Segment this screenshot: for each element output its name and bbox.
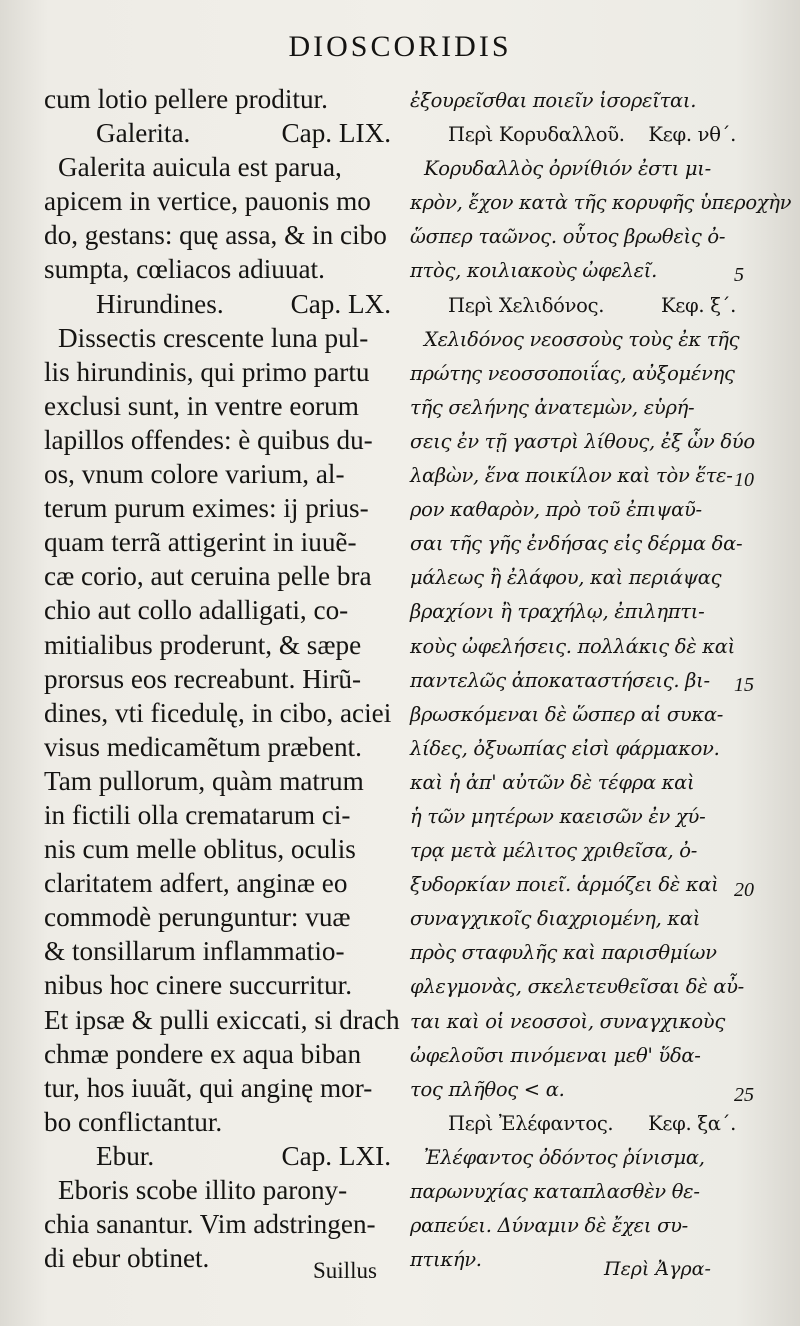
chapter-title: Hirundines. <box>96 288 224 319</box>
greek-chapter-heading <box>410 289 740 323</box>
latin-text-line: & tonsillarum inflammatio- <box>44 936 345 967</box>
margin-line-number: 15 <box>734 674 754 696</box>
greek-text-line: βραχίονι ἢ τραχήλῳ, ἐπιληπτι- <box>410 600 705 624</box>
latin-text-line: quam terrã attigerint in iuuẽ- <box>44 527 357 558</box>
latin-chapter-heading <box>44 287 399 321</box>
greek-text-line: σεις ἐν τῇ γαστρὶ λίθους, ἐξ ὧν δύο <box>410 429 755 453</box>
latin-text-line: claritatem adfert, anginæ eo <box>44 868 348 899</box>
greek-text-line: λαβὼν, ἕνα ποικίλον καὶ τὸν ἕτε- <box>410 464 733 488</box>
greek-text-line: βρωσκόμεναι δὲ ὥσπερ αἱ συκα- <box>410 702 724 726</box>
greek-text-line: Ἐλέφαντος ὀδόντος ῥίνισμα, <box>424 1145 705 1169</box>
chapter-number: Κεφ. ξα΄. <box>648 1111 736 1135</box>
chapter-number: Cap. LIX. <box>281 118 391 149</box>
chapter-title: Ebur. <box>96 1140 155 1171</box>
latin-text-line: tur, hos iuuãt, qui anginę mor- <box>44 1072 373 1103</box>
margin-line-number: 20 <box>734 879 754 901</box>
latin-text-line: dines, vti ficedulę, in cibo, aciei <box>44 697 392 728</box>
greek-text-line: ἡ τῶν μητέρων καεισῶν ἐν χύ- <box>410 804 706 828</box>
latin-text-line: chia sanantur. Vim adstringen- <box>44 1209 376 1240</box>
greek-text-line: ται καὶ οἱ νεοσσοὶ, συναγχικοὺς <box>410 1009 725 1033</box>
latin-text-line: commodè perunguntur: vuæ <box>44 902 351 933</box>
chapter-number: Κεφ. νθ΄. <box>648 123 736 147</box>
margin-line-number: 10 <box>734 469 754 491</box>
chapter-number: Cap. LX. <box>290 288 391 319</box>
chapter-title: Περὶ Κορυδαλλοῦ. <box>448 123 625 147</box>
latin-text-line: nis cum melle oblitus, oculis <box>44 834 356 865</box>
greek-text-line: ραπεύει. Δύναμιν δὲ ἔχει συ- <box>410 1214 688 1238</box>
latin-text-line: bo conflictantur. <box>44 1106 223 1137</box>
greek-text-line: φλεγμονὰς, σκελετευθεῖσαι δὲ αὖ- <box>410 975 744 999</box>
chapter-number: Κεφ. ξ΄. <box>660 293 736 317</box>
latin-text-line: mitialibus proderunt, & sæpe <box>44 629 362 660</box>
greek-text-line: κοὺς ὠφελήσεις. πολλάκις δὲ καὶ <box>410 634 735 658</box>
latin-column <box>44 82 399 1275</box>
latin-text-line: cæ corio, aut ceruina pelle bra <box>44 561 372 592</box>
chapter-number: Cap. LXI. <box>281 1140 391 1171</box>
greek-text-line: ξυδορκίαν ποιεῖ. ἁρμόζει δὲ καὶ <box>410 873 719 897</box>
latin-text-line: Tam pullorum, quàm matrum <box>44 765 364 796</box>
latin-text-line: nibus hoc cinere succurritur. <box>44 970 353 1001</box>
greek-text-line: πτικήν. <box>410 1248 482 1272</box>
greek-text-line: ρον καθαρὸν, πρὸ τοῦ ἐπιψαῦ- <box>410 498 702 522</box>
latin-text-line: os, vnum colore varium, al- <box>44 459 345 490</box>
latin-catchword: Suillus <box>313 1258 377 1283</box>
latin-text-line: visus medicamẽtum præbent. <box>44 731 362 762</box>
chapter-title: Περὶ Ἐλέφαντος. <box>448 1111 614 1135</box>
latin-text-line: sumpta, cœliacos adiuuat. <box>44 254 325 285</box>
latin-text-line: di ebur obtinet. <box>44 1243 210 1274</box>
greek-chapter-heading <box>410 118 740 152</box>
latin-text-line: Et ipsæ & pulli exiccati, si drach <box>44 1004 400 1035</box>
greek-text-line: τρᾳ μετὰ μέλιτος χριθεῖσα, ὀ- <box>410 839 697 863</box>
latin-text-line: Eboris scobe illito parony- <box>58 1175 348 1205</box>
margin-line-number: 25 <box>734 1084 754 1106</box>
greek-text-line: ὥσπερ ταῶνος. οὗτος βρωθεὶς ὀ- <box>410 225 726 249</box>
latin-text-line: exclusi sunt, in ventre eorum <box>44 390 359 421</box>
latin-text-line: prorsus eos recreabunt. Hirũ- <box>44 663 362 694</box>
greek-text-line: πρὸς σταφυλῆς καὶ παρισθμίων <box>410 941 717 965</box>
latin-chapter-heading <box>44 116 399 150</box>
latin-text-line: lis hirundinis, qui primo partu <box>44 356 370 387</box>
greek-text-line: τῆς σελήνης ἀνατεμὼν, εὑρή- <box>410 395 695 419</box>
latin-text-line: chmæ pondere ex aqua biban <box>44 1038 362 1069</box>
greek-text-line: κρὸν, ἔχον κατὰ τῆς κορυφῆς ὑπεροχὴν <box>410 191 792 215</box>
greek-text-line: Κορυδαλλὸς ὀρνίθιόν ἐστι μι- <box>424 157 711 181</box>
line-number-margin <box>734 84 784 1284</box>
latin-text-line: chio aut collo adalligati, co- <box>44 595 349 626</box>
greek-text-line: λίδες, ὀξυωπίας εἰσὶ φάρμακον. <box>410 736 720 760</box>
latin-text-line: in fictili olla crematarum ci- <box>44 799 351 830</box>
latin-text-line: lapillos offendes: è quibus du- <box>44 424 373 455</box>
greek-text-line: Χελιδόνος νεοσσοὺς τοὺς ἐκ τῆς <box>424 327 740 351</box>
greek-text-line: πρώτης νεοσσοποιΐας, αὐξομένης <box>410 361 735 385</box>
chapter-title: Galerita. <box>96 118 191 149</box>
latin-text-line: do, gestans: quę assa, & in cibo <box>44 220 387 251</box>
latin-chapter-heading <box>44 1139 399 1173</box>
greek-text-line: καὶ ἡ ἀπ' αὐτῶν δὲ τέφρα καὶ <box>410 770 695 794</box>
page-header: DIOSCORIDIS <box>288 30 512 63</box>
greek-text-line: πτὸς, κοιλιακοὺς ὠφελεῖ. <box>410 259 657 283</box>
chapter-title: Περὶ Χελιδόνος. <box>448 293 605 317</box>
greek-text-line: μάλεως ἢ ἐλάφου, καὶ περιάψας <box>410 566 722 590</box>
greek-text-line: ἐξουρεῖσθαι ποιεῖν ἱσορεῖται. <box>410 89 697 112</box>
greek-chapter-heading <box>410 1107 740 1141</box>
latin-text-line: cum lotio pellere proditur. <box>44 84 328 114</box>
greek-text-line: συναγχικοῖς διαχριομένη, καὶ <box>410 907 701 931</box>
greek-text-line: παρωνυχίας καταπλασθὲν θε- <box>410 1180 700 1203</box>
latin-text-line: terum purum eximes: ij prius- <box>44 493 369 524</box>
greek-text-line: ὠφελοῦσι πινόμεναι μεθ' ὕδα- <box>410 1043 701 1067</box>
greek-text-line: τος πλῆθος < α. <box>410 1077 565 1101</box>
margin-line-number: 5 <box>734 264 744 286</box>
greek-catchword: Περὶ Ἀγρα- <box>604 1258 711 1280</box>
greek-text-line: παντελῶς ἀποκαταστήσεις. βι- <box>410 668 710 692</box>
latin-text-line: apicem in vertice, pauonis mo <box>44 186 371 217</box>
latin-text-line: Dissectis crescente luna pul- <box>58 322 369 353</box>
greek-text-line: σαι τῆς γῆς ἐνδήσας εἰς δέρμα δα- <box>410 532 743 556</box>
latin-text-line: Galerita auicula est parua, <box>58 152 342 183</box>
